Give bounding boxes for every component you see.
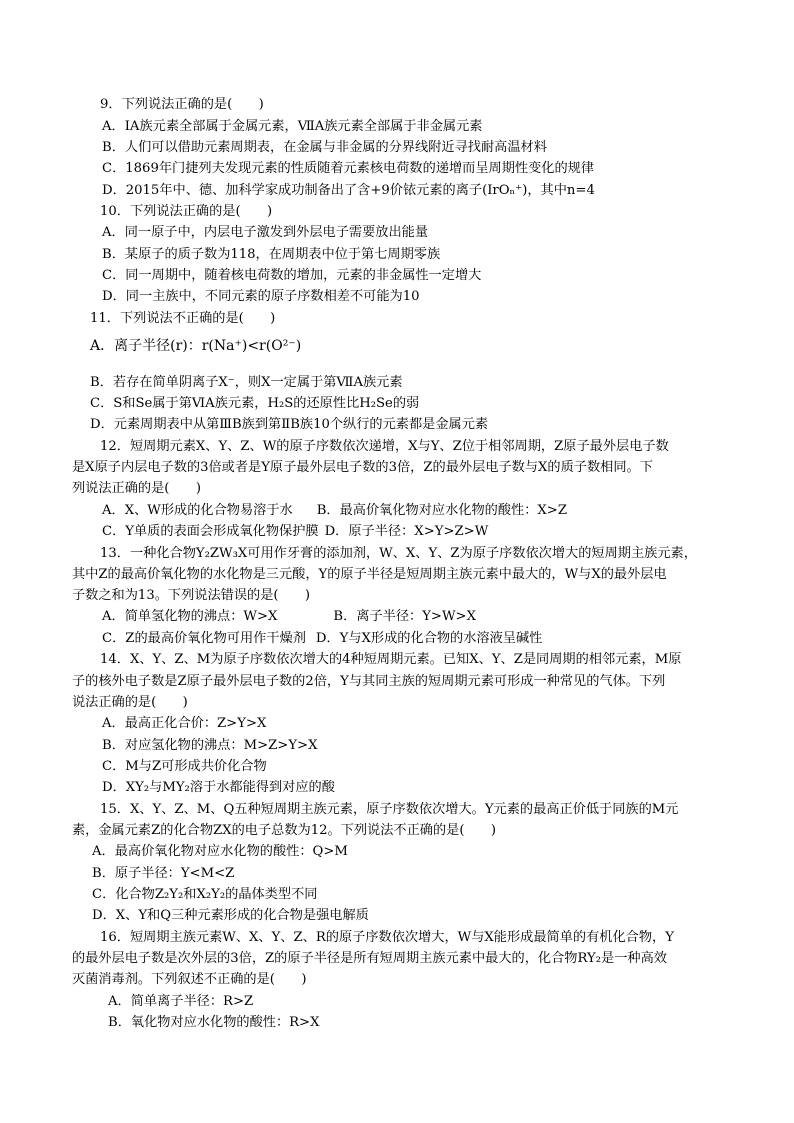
q9-option-c: C．1869年门捷列夫发现元素的性质随着元素核电荷数的递增而呈周期性变化的规律 — [102, 161, 595, 176]
q12-options-ab — [72, 500, 730, 521]
q11-option-a: A．离子半径(r)：r(Na⁺)<r(O²⁻) — [90, 338, 302, 354]
q9-option-a: A．ⅠA族元素全部属于金属元素，ⅦA族元素全部属于非金属元素 — [102, 119, 483, 134]
q10-option-c: C．同一周期中，随着核电荷数的增加，元素的非金属性一定增大 — [102, 268, 482, 283]
q13-stem-line3: 子数之和为13。下列说法错误的是( ) — [72, 588, 311, 603]
q12-stem-line1: 12．短周期元素X、Y、Z、W的原子序数依次递增，X与Y、Z位于相邻周期，Z原子最外层电子数 — [100, 439, 669, 454]
q13-option-b: B．离子半径：Y>W>X — [333, 609, 476, 624]
q14-option-a: A．最高正化合价：Z>Y>X — [102, 716, 267, 731]
q15-option-d: D．X、Y和Q三种元素形成的化合物是强电解质 — [92, 908, 369, 923]
q16-stem-line2: 的最外层电子数是次外层的3倍，Z的原子半径是所有短周期主族元素中最大的，化合物RY₂是一种高效 — [72, 951, 667, 966]
q14-option-d: D．XY₂与MY₂溶于水都能得到对应的酸 — [102, 780, 335, 795]
q14-stem-line2: 子的核外电子数是Z原子最外层电子数的2倍，Y与其同主族的短周期元素可形成一种常见的气体。下列 — [72, 674, 666, 689]
q14-stem-line1: 14．X、Y、Z、M为原子序数依次增大的4种短周期元素。已知X、Y、Z是同周期的相邻元素，M原 — [100, 652, 682, 667]
q12-stem-line3: 列说法正确的是( ) — [72, 481, 201, 496]
q14-stem-line3: 说法正确的是( ) — [72, 695, 188, 710]
q11-option-c: C．S和Se属于第ⅥA族元素，H₂S的还原性比H₂Se的弱 — [90, 396, 420, 411]
q16-option-b: B．氧化物对应水化物的酸性：R>X — [108, 1015, 320, 1030]
q15-stem-line2: 素，金属元素Z的化合物ZX的电子总数为12。下列说法不正确的是( ) — [72, 823, 497, 838]
q9-option-d: D．2015年中、德、加科学家成功制备出了含+9价铱元素的离子(IrOₙ⁺)，其中n=4 — [102, 183, 595, 198]
q15-option-b: B．原子半径：Y<M<Z — [92, 866, 235, 881]
q16-stem-line3: 灭菌消毒剂。下列叙述不正确的是( ) — [72, 972, 307, 987]
q10-option-a: A．同一原子中，内层电子激发到外层电子需要放出能量 — [102, 225, 429, 240]
q11-option-b: B．若存在简单阴离子X⁻，则X一定属于第ⅦA族元素 — [90, 375, 403, 390]
q15-option-c: C．化合物Z₂Y₂和X₂Y₂的晶体类型不同 — [92, 887, 318, 902]
q16-stem-line1: 16．短周期主族元素W、X、Y、Z、R的原子序数依次增大，W与X能形成最简单的有机化合物，Y — [100, 930, 674, 945]
q10-option-b: B．某原子的质子数为118，在周期表中位于第七周期零族 — [102, 247, 441, 262]
q11-stem: 11．下列说法不正确的是( ) — [90, 311, 276, 326]
q13-options-cd — [72, 628, 730, 649]
q13-option-d: D．Y与X形成的化合物的水溶液呈碱性 — [315, 631, 543, 646]
q9-stem: 9．下列说法正确的是( ) — [100, 97, 264, 112]
q10-stem: 10．下列说法正确的是( ) — [100, 204, 273, 219]
q9-option-b: B．人们可以借助元素周期表，在金属与非金属的分界线附近寻找耐高温材料 — [102, 140, 547, 155]
q10-option-d: D．同一主族中，不同元素的原子序数相差不可能为10 — [102, 289, 420, 304]
q12-stem-line2: 是X原子内层电子数的3倍或者是Y原子最外层电子数的3倍，Z的最外层电子数与X的质子数相同。下 — [72, 460, 653, 475]
q12-option-c: C．Y单质的表面会形成氧化物保护膜 — [102, 524, 319, 539]
q11-option-d: D．元素周期表中从第ⅢB族到第ⅡB族10个纵行的元素都是金属元素 — [90, 417, 489, 432]
q12-option-b: B．最高价氧化物对应水化物的酸性：X>Z — [316, 503, 568, 518]
q13-stem-line1: 13．一种化合物Y₂ZW₃X可用作牙膏的添加剂，W、X、Y、Z为原子序数依次增大的短周期主族元素， — [100, 546, 697, 561]
q13-option-c: C．Z的最高价氧化物可用作干燥剂 — [102, 631, 306, 646]
q12-options-cd — [72, 521, 730, 542]
q16-option-a: A．简单离子半径：R>Z — [108, 994, 254, 1009]
q14-option-c: C．M与Z可形成共价化合物 — [102, 759, 267, 774]
q13-option-a: A．简单氢化物的沸点：W>X — [102, 609, 278, 624]
q13-stem-line2: 其中Z的最高价氧化物的水化物是三元酸，Y的原子半径是短周期主族元素中最大的，W与X的最外层电 — [72, 567, 667, 582]
q14-option-b: B．对应氢化物的沸点：M>Z>Y>X — [102, 738, 318, 753]
q15-stem-line1: 15．X、Y、Z、M、Q五种短周期主族元素，原子序数依次增大。Y元素的最高正价低于同族的M元 — [100, 802, 679, 817]
q15-option-a: A．最高价氧化物对应水化物的酸性：Q>M — [92, 844, 348, 859]
q13-options-ab — [72, 606, 730, 627]
q12-option-a: A．X、W形成的化合物易溶于水 — [102, 503, 293, 518]
q12-option-d: D．原子半径：X>Y>Z>W — [324, 524, 489, 539]
